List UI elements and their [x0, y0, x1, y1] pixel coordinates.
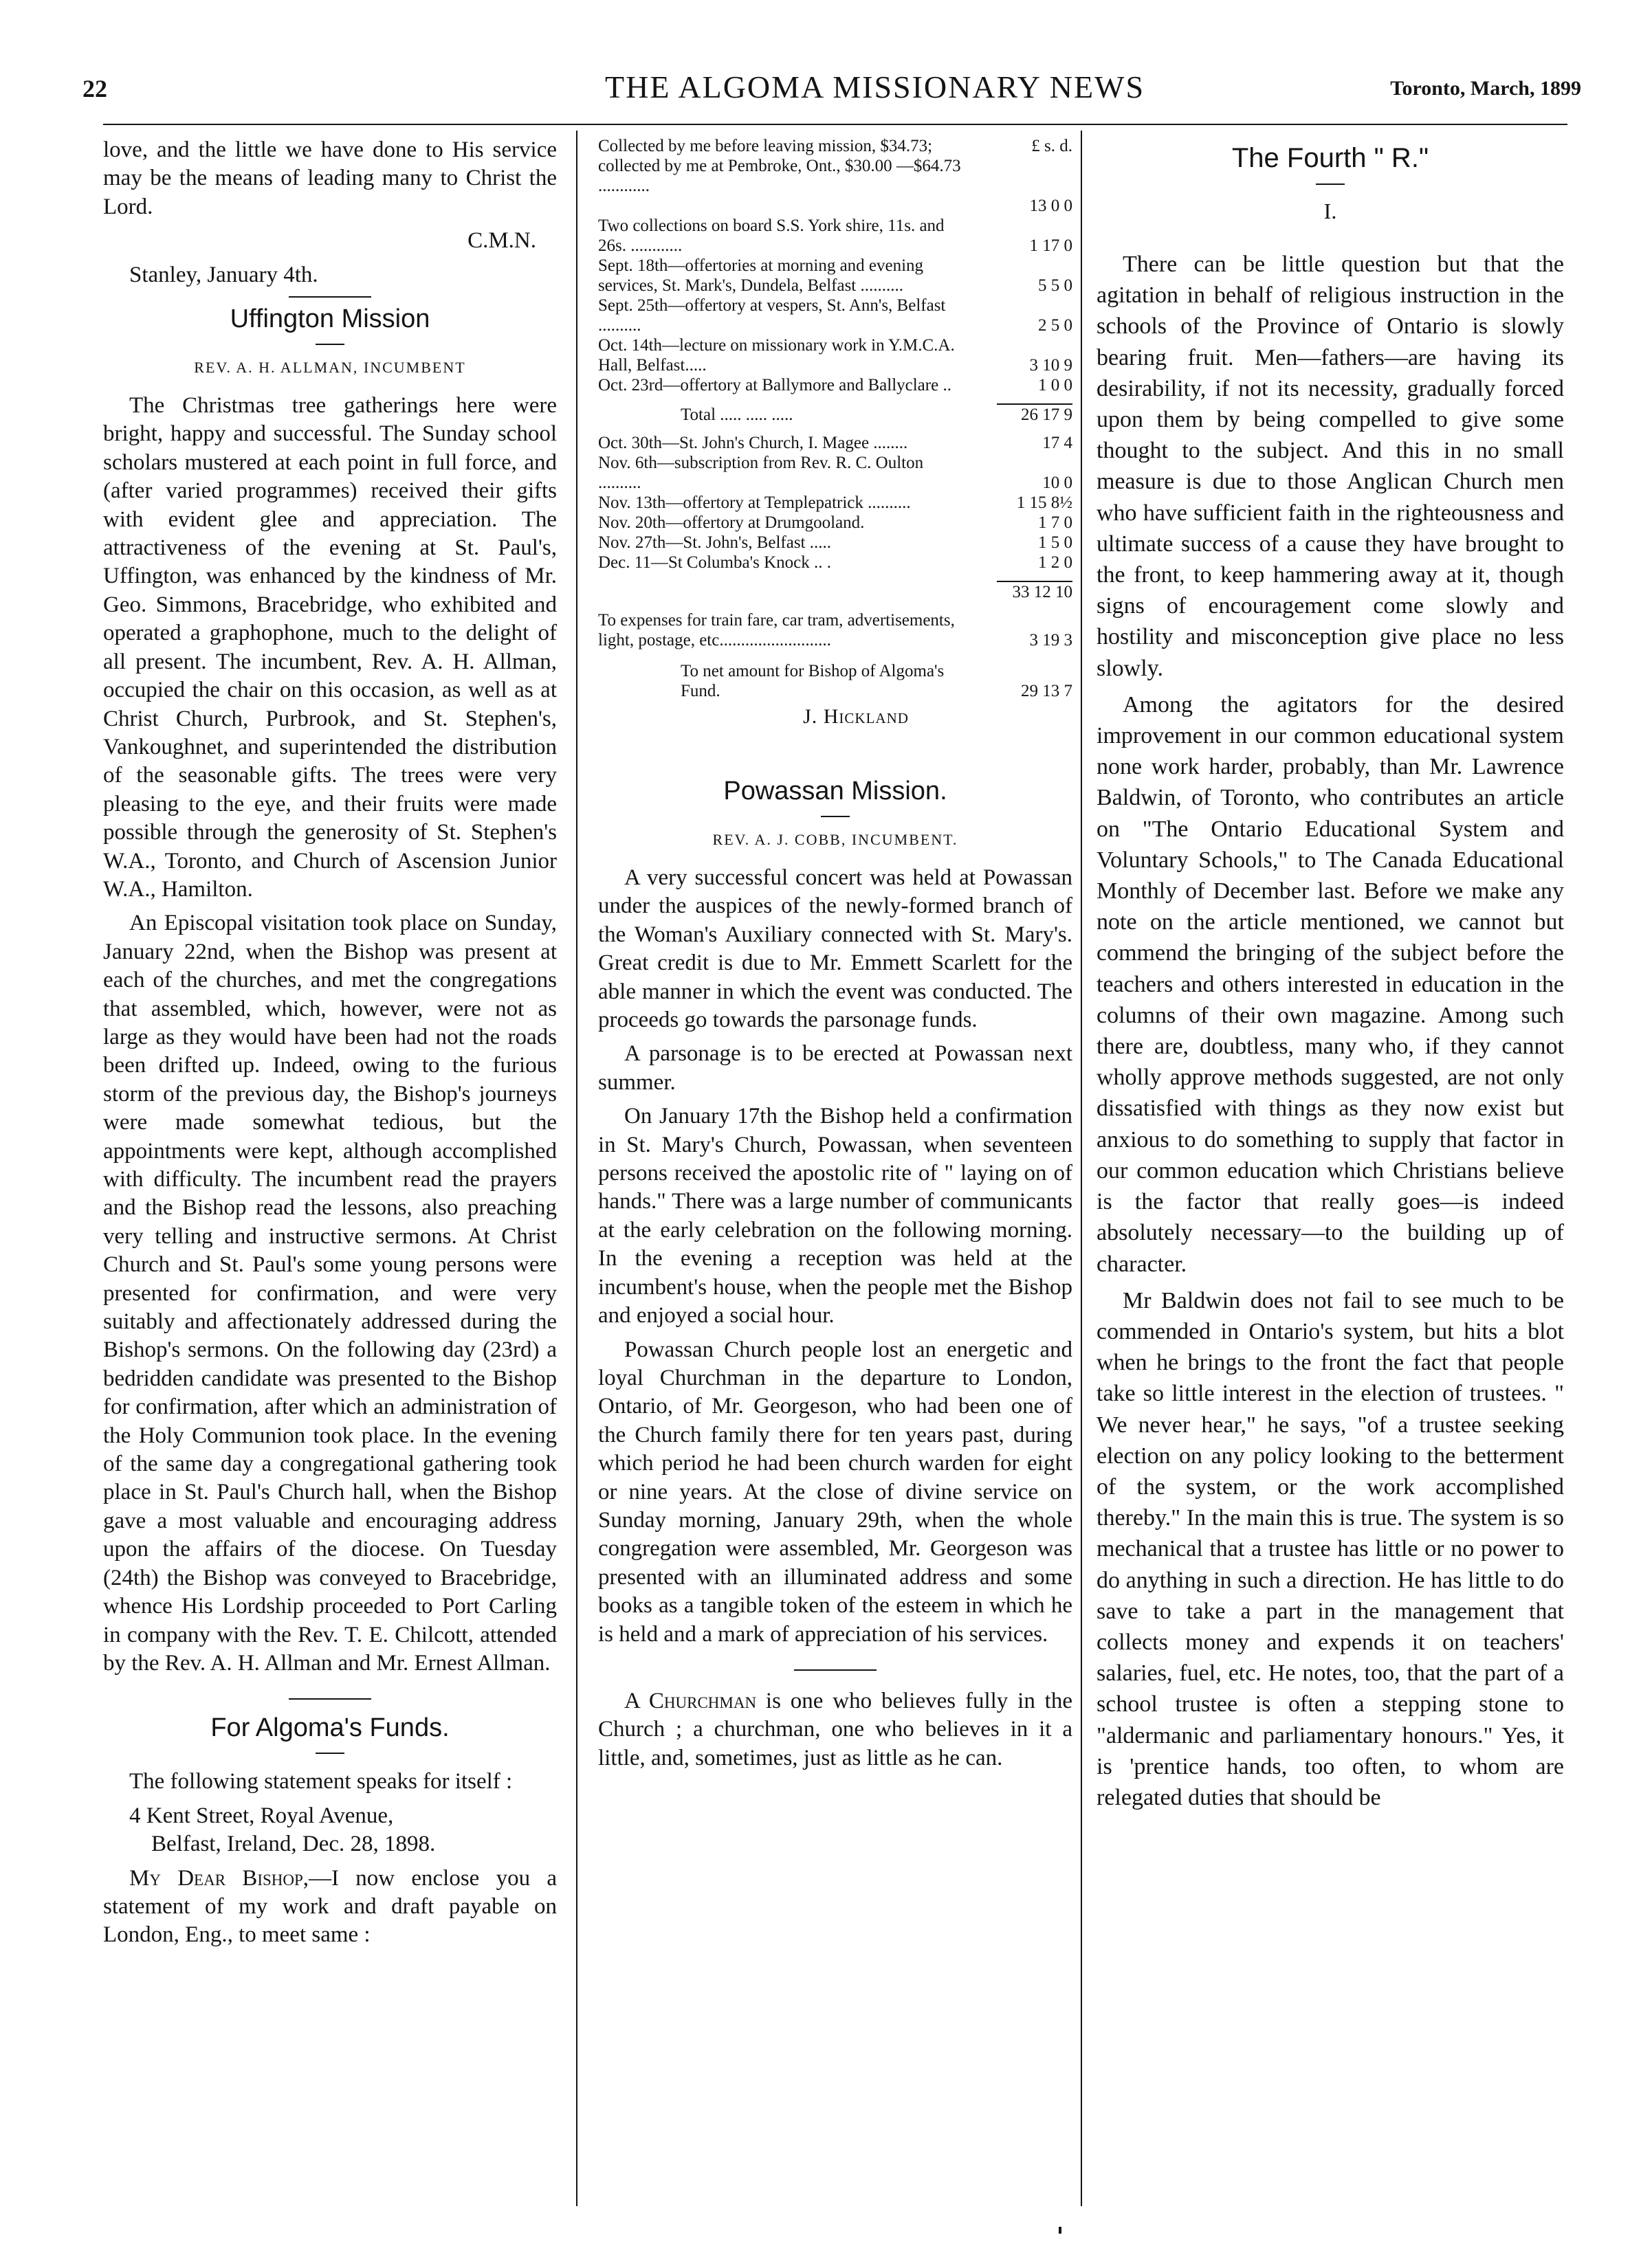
dateline-note: Stanley, January 4th. [129, 262, 318, 287]
amount: 2 5 0 [1038, 316, 1072, 335]
column-two [598, 136, 1072, 1778]
entry-description: To net amount for Bishop of Algoma's Fund. [681, 662, 945, 700]
table-row [598, 433, 1072, 453]
total-amount: 26 17 9 [1021, 405, 1072, 424]
amount: 3 19 3 [1029, 631, 1072, 649]
table-header-row [598, 136, 1072, 196]
entry-description: Nov. 6th—subscription from Rev. R. C. Oulton .......... [598, 454, 924, 492]
table-row [598, 533, 1072, 553]
amount: 3 10 9 [1029, 356, 1072, 375]
table-row [598, 513, 1072, 533]
table-row [598, 256, 1072, 296]
paragraph: love, and the little we have done to His service may be the means of leading many to Christ the Lord. [103, 137, 557, 219]
heading-dash [1316, 184, 1345, 185]
fund-statement-table [598, 136, 1072, 701]
entry-description: Nov. 27th—St. John's, Belfast ..... [598, 533, 832, 552]
paragraph-text: is one who believes fully in the Church ; a churchman, one who believes in it a little, and, sometimes, just as little as he can. [598, 1688, 1072, 1770]
entry-description: Oct. 30th—St. John's Church, I. Magee ........ [598, 434, 908, 452]
paragraph: A very successful concert was held at Powassan under the auspices of the newly-formed branch of the Woman's Auxiliary connected with St. Mary's. Great credit is due to Mr. Emmett Scarlett for the able manner in which the event was conducted. The proceeds go towards the parsonage funds. [598, 865, 1072, 1033]
amount: 10 0 [1042, 474, 1072, 492]
entry-description: Dec. 11—St Columba's Knock .. . [598, 553, 831, 572]
paragraph: An Episcopal visitation took place on Sunday, January 22nd, when the Bishop was present at each of the churches, and met the congregations that assembled, which, however, were not as large as they would have been had not the roads been drifted up. Indeed, owing to the furious storm of the previous day, the Bishop's journeys were made somewhat tedious, but the appointments were kept, although accomplished with difficulty. The incumbent read the prayers and the Bishop read the lessons, also preaching very telling and instructive sermons. At Christ Church and St. Paul's some young persons were presented for confirmation, and were very suitably and affectionately addressed during the Bishop's sermons. On the following day (23rd) a bedridden candidate was presented to the Bishop for confirmation, after which an administration of the Holy Communion took place. In the evening of the same day a congregational gathering took place in St. Paul's Church hall, when the Bishop gave a most valuable and encouraging address upon the affairs of the diocese. On Tuesday (24th) the Bishop was conveyed to Bracebridge, whence His Lordship proceeded to Port Carling in company with the Rev. T. E. Chilcott, attended by the Rev. A. H. Allman and Mr. Ernest Allman. [103, 911, 557, 1676]
table-row [598, 196, 1072, 216]
amount: 17 4 [1042, 434, 1072, 452]
table-row [598, 216, 1072, 256]
amount: 29 13 7 [1021, 682, 1072, 700]
paragraph: Among the agitators for the desired improvement in our common educational system none work harder, probably, than Mr. Lawrence Baldwin, of Toronto, who contributes an article on "The Ontario Educational System and Voluntary Schools," to The Canada Educational Monthly of December last. Before we make any note on the article mentioned, we cannot but commend the bringing of the subject before the teachers and others interested in education in the columns of their own magazine. Among such there are, doubtless, many who, if they cannot wholly approve methods suggested, are not only dissatisfied with things as they now exist but anxious to do something to supply that factor in our common education which Christians believe is the factor that really goes—is indeed absolutely necessary—to the building up of character. [1097, 691, 1564, 1277]
entry-description: Nov. 20th—offertory at Drumgooland. [598, 513, 865, 532]
amount: 13 0 0 [1029, 197, 1072, 215]
column-one [103, 136, 557, 1955]
section-heading: For Algoma's Funds. [210, 1713, 450, 1743]
section-numeral: I. [1323, 199, 1337, 223]
net-row [598, 650, 1072, 701]
entry-description: Sept. 18th—offertories at morning and evening services, St. Mark's, Dundela, Belfast .......... [598, 256, 924, 295]
entry-description: To expenses for train fare, car tram, advertisements, light, postage, etc.......................... [598, 611, 955, 649]
heading-dash [316, 344, 344, 345]
total-row [598, 395, 1072, 433]
entry-description: Two collections on board S.S. York shire, 11s. and 26s. ............ [598, 216, 945, 255]
article-title: The Fourth " R." [1231, 143, 1429, 173]
heading-dash [821, 816, 850, 817]
table-row [598, 375, 1072, 395]
amount: 1 0 0 [1038, 376, 1072, 394]
sum-rule [997, 581, 1072, 582]
entry-description: Sept. 25th—offertory at vespers, St. Ann's, Belfast .......... [598, 296, 946, 335]
print-mark [1059, 2227, 1061, 2234]
table-row: Collected by me before leaving mission, $34.73; collected by me at Pembroke, Ont., $30.00 —$64.73 ............ [598, 137, 961, 195]
paragraph: The following statement speaks for itself : [129, 1769, 513, 1794]
section-heading: Powassan Mission. [723, 777, 947, 805]
page-number: 22 [82, 75, 107, 102]
author-initials: C.M.N. [467, 228, 536, 254]
paragraph: There can be little question but that the agitation in behalf of religious instruction in the schools of the Province of Ontario is slowly bearing fruit. Men—fathers—are having its desirability, if not its necessity, gradually forced upon them by being compelled to give some thought to the subject. And this in no small measure is due to those Anglican Church men who have sufficient faith in the righteousness and ultimate success of a cause they have brought to the front, to keep hammering away at it, though signs of encouragement come slowly and hostility and misconception give place no less slowly. [1097, 252, 1564, 681]
section-separator [289, 296, 371, 298]
header-rule [103, 124, 1567, 125]
column-divider-right [1081, 131, 1082, 2206]
salutation: My Dear Bishop, [129, 1865, 309, 1891]
letter-text: —I now enclose you a statement of my work and draft payable on London, Eng., to meet same : [103, 1865, 557, 1948]
signature: J. Hickland [803, 705, 909, 728]
amount: 1 5 0 [1038, 533, 1072, 552]
address-line: Belfast, Ireland, Dec. 28, 1898. [151, 1832, 436, 1857]
address-line: 4 Kent Street, Royal Avenue, [129, 1803, 394, 1828]
paragraph: A parsonage is to be erected at Powassan next summer. [598, 1041, 1072, 1095]
entry-description: Nov. 13th—offertory at Templepatrick .......... [598, 493, 911, 512]
table-row [598, 335, 1072, 375]
subtotal-amount: 33 12 10 [1012, 583, 1072, 601]
paragraph: On January 17th the Bishop held a confirmation in St. Mary's Church, Powassan, when seventeen persons received the apostolic rite of " laying on of hands." There was a large number of communicants at the early celebration on the following morning. In the evening a reception was held at the incumbent's house, when the people met the Bishop and enjoyed a social hour. [598, 1104, 1072, 1328]
dateline: Toronto, March, 1899 [1390, 77, 1581, 100]
sum-rule [997, 403, 1072, 405]
total-label: Total ..... ..... ..... [681, 405, 793, 424]
section-separator [289, 1698, 371, 1700]
entry-description: Oct. 14th—lecture on missionary work in Y.M.C.A. Hall, Belfast..... [598, 336, 955, 375]
column-three [1097, 136, 1564, 1819]
lead-words: A Churchman [624, 1688, 757, 1713]
table-row [598, 553, 1072, 572]
entry-description: Oct. 23rd—offertory at Ballymore and Ballyclare .. [598, 376, 951, 394]
amount: 5 5 0 [1038, 276, 1072, 295]
masthead-title: THE ALGOMA MISSIONARY NEWS [605, 69, 1145, 104]
table-row [598, 453, 1072, 493]
subtotal-row [598, 572, 1072, 610]
table-row [598, 493, 1072, 513]
column-divider-left [576, 131, 577, 2206]
paragraph: Powassan Church people lost an energetic and loyal Churchman in the departure to London, Ontario, of Mr. Georgeson, who had been one of the Church family there for ten years past, during which period he had been church warden for eight or nine years. At the close of divine service on Sunday morning, January 29th, when the whole congregation were assembled, Mr. Georgeson was presented with an illuminated address and some books as a tangible token of the esteem in which he is held and a mark of appreciation of his services. [598, 1337, 1072, 1647]
table-row [598, 296, 1072, 335]
section-separator [794, 1669, 877, 1671]
paragraph [103, 1865, 557, 1950]
amount-header: £ s. d. [1031, 137, 1072, 155]
heading-dash [316, 1753, 344, 1754]
expenses-row [598, 610, 1072, 650]
byline: REV. A. H. ALLMAN, INCUMBENT [194, 359, 466, 377]
page-header [82, 69, 1581, 115]
byline: REV. A. J. COBB, INCUMBENT. [712, 831, 958, 848]
amount: 1 17 0 [1029, 236, 1072, 255]
paragraph [598, 1687, 1072, 1772]
paragraph: Mr Baldwin does not fail to see much to be commended in Ontario's system, but hits a blot when he brings to the front the fact that people take so little interest in the election of trustees. " We never hear," he says, "of a trustee seeking election on any policy looking to the betterment of the system, or the work accomplished thereby." In the main this is true. The system is so mechanical that a trustee has little or no power to do anything in such a direction. He has little to do save to take a part in the management that collects money and expends it on teachers' salaries, fuel, etc. He notes, too, that the part of a school trustee is often a stepping stone to "aldermanic and parliamentary honours." Yes, it is 'prentice hands, too often, to whom are relegated duties that should be [1097, 1287, 1564, 1810]
section-heading: Uffington Mission [230, 304, 430, 334]
amount: 1 7 0 [1038, 513, 1072, 532]
amount: 1 2 0 [1038, 553, 1072, 572]
amount: 1 15 8½ [1016, 493, 1072, 512]
paragraph: The Christmas tree gatherings here were bright, happy and successful. The Sunday school scholars mustered at each point in full force, and (after varied programmes) received their gifts with evident glee and appreciation. The attractiveness of the evening at St. Paul's, Uffington, was enhanced by the kindness of Mr. Geo. Simmons, Bracebridge, who exhibited and operated a graphophone, much to the delight of all present. The incumbent, Rev. A. H. Allman, occupied the chair on this occasion, as well as at Christ Church, Purbrook, and St. Stephen's, Vankoughnet, and superintended the distribution of the seasonable gifts. The trees were very pleasing to the eye, and their fruits were made possible through the generosity of St. Stephen's W.A., Toronto, and Church of Ascension Junior W.A., Hamilton. [103, 393, 557, 902]
